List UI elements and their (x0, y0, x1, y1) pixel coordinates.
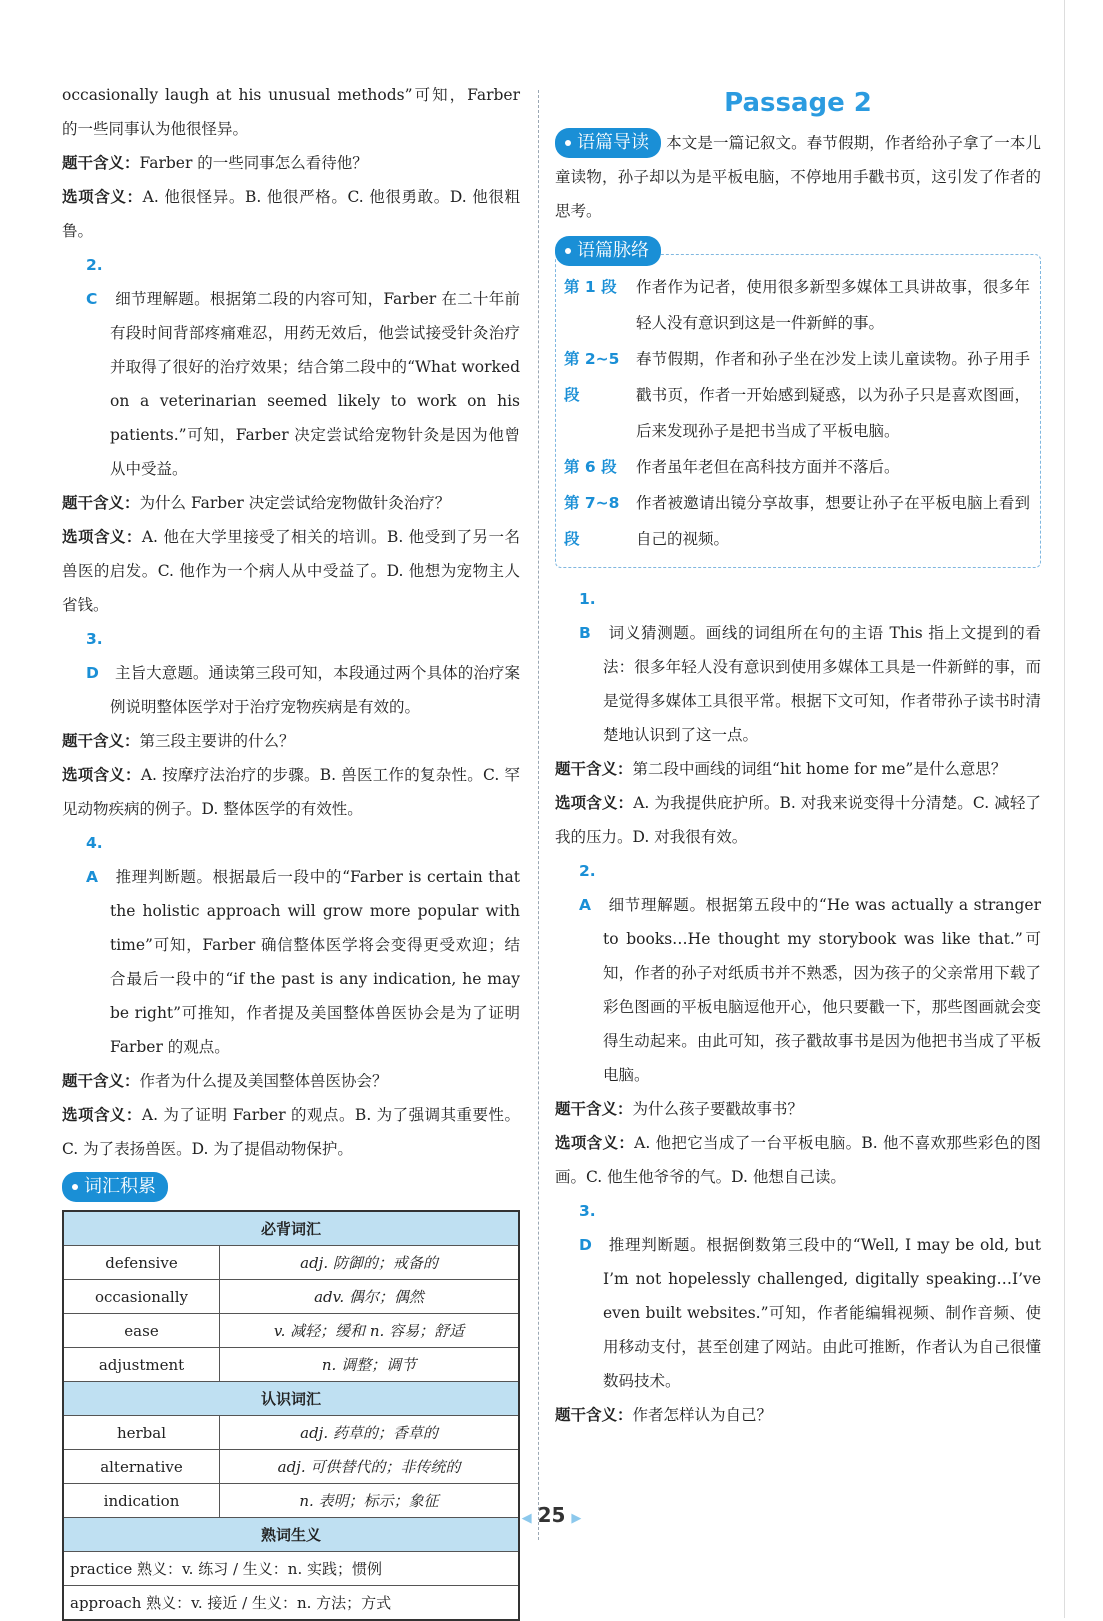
structure-key: 第 2~5 段 (564, 350, 620, 404)
r-q2-number: 2. A (579, 862, 596, 914)
q2-stem (62, 486, 520, 520)
vocab-row (63, 1348, 519, 1382)
right-column (555, 78, 1041, 1432)
structure-value: 春节假期，作者和孙子坐在沙发上读儿童读物。孙子用手戳书页，作者一开始感到疑惑，以为孙子只是喜欢图画，后来发现孙子是把书当成了平板电脑。 (636, 350, 1030, 440)
r-q3-stem (555, 1398, 1041, 1432)
struct-badge-label: 语篇脉络 (577, 240, 649, 261)
q3-explanation (62, 622, 520, 724)
options-text: A. 他很怪异。B. 他很严格。C. 他很勇敢。D. 他很粗鲁。 (62, 188, 520, 240)
structure-key: 第 7~8 段 (564, 494, 620, 548)
r-q1-stem (555, 752, 1041, 786)
stem-label: 题干含义： (62, 1072, 140, 1090)
structure-value: 作者虽年老但在高科技方面并不落后。 (636, 458, 900, 476)
prev-arrow-icon: ◀ (521, 1511, 532, 1526)
q2-number: 2. C (86, 256, 103, 308)
vocab-header-must (63, 1211, 519, 1246)
stem-text: Farber 的一些同事怎么看待他？ (139, 154, 368, 172)
vocab-badge (62, 1172, 168, 1202)
structure-value: 作者被邀请出镜分享故事，想要让孙子在平板电脑上看到自己的视频。 (636, 494, 1030, 548)
r-q1-number: 1. B (579, 590, 596, 642)
stem-label: 题干含义： (555, 760, 633, 778)
vocab-meaning: adj. 可供替代的；非传统的 (220, 1450, 520, 1484)
r-q2-explanation (555, 854, 1041, 1092)
bullet-icon (565, 248, 571, 254)
vocab-section (62, 1172, 520, 1621)
stem-text: 第三段主要讲的什么？ (139, 732, 295, 750)
vocab-header-cell: 认识词汇 (63, 1382, 519, 1416)
vocab-word: defensive (63, 1246, 220, 1280)
q4-number: 4. A (86, 834, 103, 886)
structure-box (555, 254, 1041, 568)
vocab-word: ease (63, 1314, 220, 1348)
vocab-new-meaning: approach 熟义：v. 接近 / 生义：n. 方法；方式 (63, 1586, 519, 1621)
q4-explanation (62, 826, 520, 1064)
r-q2-stem (555, 1092, 1041, 1126)
next-arrow-icon: ▶ (571, 1511, 582, 1526)
vocab-meaning: n. 调整；调节 (220, 1348, 520, 1382)
structure-value: 作者作为记者，使用很多新型多媒体工具讲故事，很多年轻人没有意识到这是一件新鲜的事。 (636, 278, 1030, 332)
stem-label: 题干含义： (555, 1100, 633, 1118)
q2-text: 细节理解题。根据第二段的内容可知，Farber 在二十年前有段时间背部疼痛难忍，用药无效后，他尝试接受针灸治疗并取得了很好的治疗效果；结合第二段中的“What worked on a veterinarian seemed likely to work on his patients.”可知，Farber 决定尝试给宠物针灸是因为他曾从中受益。 (110, 290, 520, 478)
guide-badge-label: 语篇导读 (577, 132, 649, 153)
vocab-row (63, 1416, 519, 1450)
vocab-header-recognize (63, 1382, 519, 1416)
vocab-meaning: n. 表明；标示；象征 (220, 1484, 520, 1518)
guide-paragraph (555, 126, 1041, 228)
q4-stem (62, 1064, 520, 1098)
r-q1-explanation (555, 582, 1041, 752)
column-divider (538, 90, 539, 1540)
options-label: 选项含义： (62, 188, 143, 206)
guide-badge (555, 128, 661, 158)
intro-paragraph: occasionally laugh at his unusual methods”可知，Farber 的一些同事认为他很怪异。 (62, 86, 520, 138)
q3-text: 主旨大意题。通读第三段可知，本段通过两个具体的治疗案例说明整体医学对于治疗宠物疾病是有效的。 (110, 664, 520, 716)
options-label: 选项含义： (62, 528, 142, 546)
vocab-row (63, 1280, 519, 1314)
vocab-word: herbal (63, 1416, 220, 1450)
bullet-icon (72, 1184, 78, 1190)
r-q1-options (555, 786, 1041, 854)
page-number-text: 25 (537, 1503, 566, 1527)
options-label: 选项含义： (62, 766, 141, 784)
options-text: A. 为了证明 Farber 的观点。B. 为了强调其重要性。C. 为了表扬兽医。D. 为了提倡动物保护。 (62, 1106, 520, 1158)
structure-key: 第 1 段 (564, 278, 617, 296)
stem-text: 为什么孩子要戳故事书？ (632, 1100, 804, 1118)
structure-key: 第 6 段 (564, 458, 617, 476)
guide-text: 本文是一篇记叙文。春节假期，作者给孙子拿了一本儿童读物，孙子却以为是平板电脑，不停地用手戳书页，这引发了作者的思考。 (555, 134, 1041, 220)
vocab-row (63, 1246, 519, 1280)
q2-explanation (62, 248, 520, 486)
left-column (62, 78, 520, 1621)
r-q3-number: 3. D (579, 1202, 596, 1254)
vocab-row (63, 1552, 519, 1586)
q4-text: 推理判断题。根据最后一段中的“Farber is certain that the holistic approach will grow more popular with time”可知，Farber 确信整体医学将会变得更受欢迎；结合最后一段中的“if the past is any indication, he may be right”可推知，作者提及美国整体兽医协会是为了证明 Farber 的观点。 (110, 868, 520, 1056)
vocab-row (63, 1450, 519, 1484)
structure-row (564, 449, 1030, 485)
q2-options (62, 520, 520, 622)
options-label: 选项含义： (555, 1134, 635, 1152)
options-text: A. 他把它当成了一台平板电脑。B. 他不喜欢那些彩色的图画。C. 他生他爷爷的气。D. 他想自己读。 (555, 1134, 1041, 1186)
vocab-row (63, 1586, 519, 1621)
stem-label: 题干含义： (555, 1406, 633, 1424)
vocab-word: adjustment (63, 1348, 220, 1382)
vocab-word: alternative (63, 1450, 220, 1484)
vocab-meaning: adj. 防御的；戒备的 (220, 1246, 520, 1280)
vocab-header-cell: 熟词生义 (63, 1518, 519, 1552)
vocab-meaning: v. 减轻；缓和 n. 容易；舒适 (220, 1314, 520, 1348)
page-edge (1064, 0, 1065, 1618)
stem-text: 为什么 Farber 决定尝试给宠物做针灸治疗？ (139, 494, 451, 512)
r-q3-text: 推理判断题。根据倒数第三段中的“Well, I may be old, but I’m not hopelessly challenged, digitally speaking…I’ve even built websites.”可知，作者能编辑视频、制作音频、使用移动支付，甚至创建了网站。由此可推断，作者认为自己很懂数码技术。 (603, 1236, 1041, 1390)
q3-stem (62, 724, 520, 758)
passage-title: Passage 2 (724, 88, 872, 118)
stem-label: 题干含义： (62, 154, 140, 172)
r-q2-text: 细节理解题。根据第五段中的“He was actually a stranger to books…He thought my storybook was like that.”可知，作者的孙子对纸质书并不熟悉，因为孩子的父亲常用下载了彩色图画的平板电脑逗他开心，他只要戳一下，那些图画就会变得生动起来。由此可知，孩子戳故事书是因为他把书当成了平板电脑。 (603, 896, 1041, 1084)
stem-text: 作者为什么提及美国整体兽医协会？ (139, 1072, 388, 1090)
bullet-icon (565, 140, 571, 146)
vocab-word: indication (63, 1484, 220, 1518)
q1-stem (62, 146, 520, 180)
q4-options (62, 1098, 520, 1166)
vocab-header-cell: 必背词汇 (63, 1211, 519, 1246)
q3-number: 3. D (86, 630, 103, 682)
structure-row (564, 485, 1030, 557)
page-number (0, 1503, 1103, 1527)
vocab-badge-label: 词汇积累 (84, 1176, 156, 1197)
q1-options (62, 180, 520, 248)
vocab-meaning: adv. 偶尔；偶然 (220, 1280, 520, 1314)
stem-label: 题干含义： (62, 494, 140, 512)
options-label: 选项含义： (62, 1106, 142, 1124)
stem-text: 第二段中画线的词组“hit home for me”是什么意思？ (632, 760, 1007, 778)
structure-row (564, 341, 1030, 449)
q3-options (62, 758, 520, 826)
r-q1-text: 词义猜测题。画线的词组所在句的主语 This 指上文提到的看法：很多年轻人没有意识到使用多媒体工具是一件新鲜的事，而是觉得多媒体工具很平常。根据下文可知，作者带孙子读书时清楚地认识到了这一点。 (603, 624, 1041, 744)
struct-badge-wrap (555, 236, 1041, 266)
structure-row (564, 269, 1030, 341)
vocab-new-meaning: practice 熟义：v. 练习 / 生义：n. 实践；惯例 (63, 1552, 519, 1586)
stem-text: 作者怎样认为自己？ (632, 1406, 773, 1424)
struct-badge (555, 236, 661, 266)
stem-label: 题干含义： (62, 732, 140, 750)
options-text: A. 按摩疗法治疗的步骤。B. 兽医工作的复杂性。C. 罕见动物疾病的例子。D. 整体医学的有效性。 (62, 766, 520, 818)
r-q2-options (555, 1126, 1041, 1194)
options-text: A. 为我提供庇护所。B. 对我来说变得十分清楚。C. 减轻了我的压力。D. 对我很有效。 (555, 794, 1041, 846)
vocab-meaning: adj. 药草的；香草的 (220, 1416, 520, 1450)
vocab-table (62, 1210, 520, 1621)
r-q3-explanation (555, 1194, 1041, 1398)
vocab-row (63, 1314, 519, 1348)
options-label: 选项含义： (555, 794, 634, 812)
vocab-word: occasionally (63, 1280, 220, 1314)
options-text: A. 他在大学里接受了相关的培训。B. 他受到了另一名兽医的启发。C. 他作为一个病人从中受益了。D. 他想为宠物主人省钱。 (62, 528, 520, 614)
